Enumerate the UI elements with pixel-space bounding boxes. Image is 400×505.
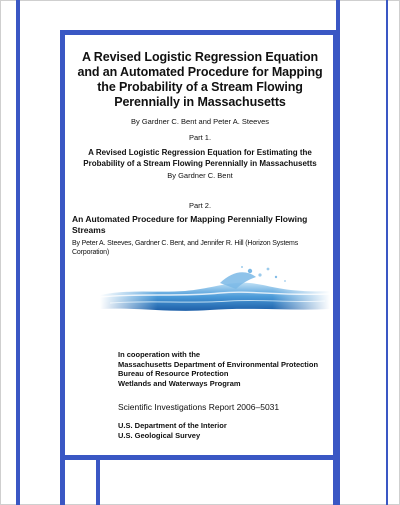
part2-label: Part 2.: [188, 201, 212, 210]
report-title: [66, 50, 334, 110]
cover-bottom-band: [60, 459, 338, 505]
report-title-line: Perennially in Massachusetts: [114, 95, 286, 109]
part1-title-line: A Revised Logistic Regression Equation for Estimating the: [88, 148, 312, 157]
part1-title-line: Probability of a Stream Flowing Perennially in Massachusetts: [83, 158, 317, 168]
part2-title: An Automated Procedure for Mapping Perennially Flowing Streams: [72, 214, 308, 235]
part2-authors: By Peter A. Steeves, Gardner C. Bent, and Jennifer R. Hill (Horizon Systems Corporation): [72, 240, 299, 256]
agency-line: U.S. Department of the Interior: [118, 421, 227, 430]
part1-title: [66, 148, 334, 169]
report-title-line: and an Automated Procedure for Mapping: [77, 65, 323, 79]
report-title-line: A Revised Logistic Regression Equation: [81, 50, 319, 64]
water-wave-illustration: [100, 263, 330, 323]
report-title-line: the Probability of a Stream Flowing: [97, 80, 303, 94]
cooperation-line: Massachusetts Department of Environmental Protection: [118, 359, 319, 369]
cooperation-line: In cooperation with the: [118, 350, 201, 359]
cooperation-line: Wetlands and Waterways Program: [118, 378, 241, 388]
agency-block: [118, 421, 333, 440]
part1-author: By Gardner C. Bent: [167, 171, 233, 180]
right-edge-blue-stripe: [386, 0, 388, 505]
part1-label: Part 1.: [188, 133, 212, 142]
agency-line: U.S. Geological Survey: [118, 430, 201, 440]
cooperation-block: [118, 350, 333, 388]
cooperation-line: Bureau of Resource Protection: [118, 369, 229, 378]
report-authors: By Gardner C. Bent and Peter A. Steeves: [131, 117, 269, 126]
part2-section: [66, 201, 334, 257]
cover-bottom-stripe: [96, 459, 100, 505]
report-number: Scientific Investigations Report 2006–5031: [118, 402, 280, 412]
cover-content: [66, 36, 334, 257]
left-blue-stripe: [16, 0, 20, 505]
